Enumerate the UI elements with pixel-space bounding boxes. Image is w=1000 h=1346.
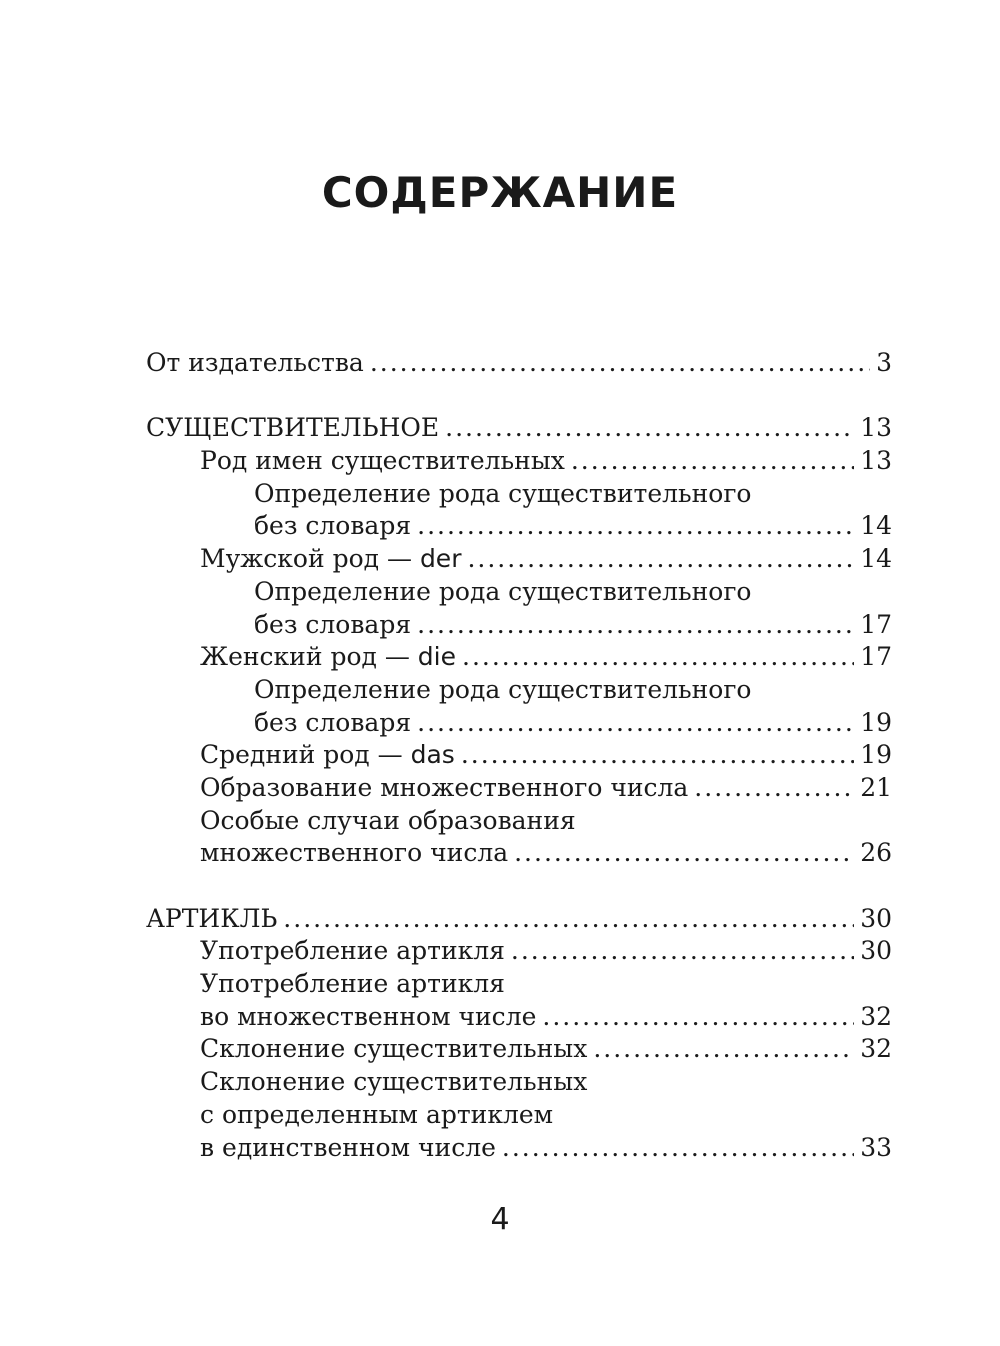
toc-page-number: 30 bbox=[860, 936, 892, 966]
toc-page-number: 14 bbox=[860, 511, 892, 541]
toc-page-number: 17 bbox=[860, 609, 892, 639]
toc-entry-neuter[interactable] bbox=[146, 739, 892, 772]
toc-entry-label bbox=[200, 641, 456, 674]
toc-entry-label: Склонение существительных bbox=[200, 1034, 588, 1064]
toc-entry-label-text: Средний род — bbox=[200, 740, 411, 770]
toc-entry-label-text: Мужской род — bbox=[200, 544, 420, 574]
toc-page-number: 13 bbox=[860, 413, 892, 443]
toc-page-number: 32 bbox=[860, 1034, 892, 1064]
toc-entry-def2-line2[interactable] bbox=[146, 609, 892, 642]
section-gap bbox=[146, 380, 892, 413]
toc-entry-label: без словаря bbox=[254, 609, 412, 639]
german-article: die bbox=[417, 642, 456, 672]
toc-entry-usage-plural-line2[interactable] bbox=[146, 1001, 892, 1034]
toc-page-number: 19 bbox=[860, 707, 892, 737]
toc-entry-label: Употребление артикля bbox=[200, 936, 505, 966]
toc-entry-def1-line2[interactable] bbox=[146, 510, 892, 543]
toc-entry-label bbox=[200, 543, 461, 576]
toc-entry-feminine[interactable] bbox=[146, 641, 892, 674]
leader-dots bbox=[467, 543, 854, 576]
toc-page-number: 19 bbox=[860, 740, 892, 770]
toc-entry-noun[interactable] bbox=[146, 412, 892, 445]
toc-page-number: 21 bbox=[860, 772, 892, 802]
toc-entry-usage[interactable] bbox=[146, 935, 892, 968]
toc-entry-gender[interactable] bbox=[146, 445, 892, 478]
german-article: der bbox=[419, 544, 462, 574]
toc-entry-publisher[interactable] bbox=[146, 347, 892, 380]
leader-dots bbox=[593, 1033, 854, 1066]
toc-entry-label: Определение рода существительного bbox=[254, 674, 752, 704]
toc-page-number: 14 bbox=[860, 544, 892, 574]
toc-entry-label: в единственном числе bbox=[200, 1132, 496, 1162]
toc-entry-plural[interactable] bbox=[146, 772, 892, 805]
leader-dots bbox=[694, 772, 854, 805]
toc-entry-label: Склонение существительных bbox=[200, 1067, 588, 1097]
table-of-contents bbox=[146, 347, 892, 1164]
toc-entry-label: Образование множественного числа bbox=[200, 772, 689, 802]
toc-page-number: 30 bbox=[860, 903, 892, 933]
leader-dots bbox=[571, 445, 854, 478]
toc-entry-label: Род имен существительных bbox=[200, 446, 565, 476]
toc-entry-declension-def-line3[interactable] bbox=[146, 1132, 892, 1165]
toc-page-number: 32 bbox=[860, 1001, 892, 1031]
toc-entry-label: Употребление артикля bbox=[200, 969, 505, 999]
toc-entry-def2-line1[interactable] bbox=[146, 576, 892, 609]
toc-page-number: 13 bbox=[860, 446, 892, 476]
section-gap bbox=[146, 870, 892, 903]
toc-entry-label: без словаря bbox=[254, 707, 412, 737]
leader-dots bbox=[445, 412, 854, 445]
toc-entry-declension-def-line1[interactable] bbox=[146, 1066, 892, 1099]
toc-entry-label-text: Женский род — bbox=[200, 642, 418, 672]
leader-dots bbox=[370, 347, 870, 380]
toc-entry-label: От издательства bbox=[146, 348, 364, 377]
toc-entry-def1-line1[interactable] bbox=[146, 478, 892, 511]
toc-entry-masculine[interactable] bbox=[146, 543, 892, 576]
toc-entry-label: Определение рода существительного bbox=[254, 576, 752, 606]
toc-entry-label: во множественном числе bbox=[200, 1001, 537, 1031]
toc-entry-label: АРТИКЛЬ bbox=[146, 903, 278, 933]
leader-dots bbox=[417, 707, 854, 740]
leader-dots bbox=[461, 739, 854, 772]
toc-page-number: 17 bbox=[860, 642, 892, 672]
toc-page-number: 26 bbox=[860, 838, 892, 868]
toc-entry-label: без словаря bbox=[254, 511, 412, 541]
leader-dots bbox=[502, 1132, 854, 1165]
toc-entry-label: множественного числа bbox=[200, 838, 509, 868]
leader-dots bbox=[417, 609, 854, 642]
leader-dots bbox=[462, 641, 854, 674]
toc-entry-special-line1[interactable] bbox=[146, 805, 892, 838]
toc-entry-article[interactable] bbox=[146, 903, 892, 936]
toc-entry-usage-plural-line1[interactable] bbox=[146, 968, 892, 1001]
toc-entry-label: Особые случаи образования bbox=[200, 805, 576, 835]
toc-entry-declension-def-line2[interactable] bbox=[146, 1099, 892, 1132]
toc-entry-label bbox=[200, 739, 455, 772]
german-article: das bbox=[410, 740, 455, 770]
page-title: СОДЕРЖАНИЕ bbox=[321, 168, 679, 217]
toc-page-number: 33 bbox=[860, 1132, 892, 1162]
leader-dots bbox=[514, 837, 854, 870]
page-number: 4 bbox=[490, 1202, 510, 1237]
leader-dots bbox=[511, 935, 854, 968]
toc-entry-declension[interactable] bbox=[146, 1033, 892, 1066]
toc-entry-special-line2[interactable] bbox=[146, 837, 892, 870]
toc-entry-label: СУЩЕСТВИТЕЛЬНОЕ bbox=[146, 413, 440, 443]
toc-entry-def3-line2[interactable] bbox=[146, 707, 892, 740]
toc-page-number: 3 bbox=[876, 348, 892, 377]
leader-dots bbox=[417, 510, 854, 543]
leader-dots bbox=[283, 903, 854, 936]
toc-entry-label: Определение рода существительного bbox=[254, 478, 752, 508]
leader-dots bbox=[542, 1001, 854, 1034]
toc-entry-label: с определенным артиклем bbox=[200, 1099, 554, 1129]
toc-entry-def3-line1[interactable] bbox=[146, 674, 892, 707]
